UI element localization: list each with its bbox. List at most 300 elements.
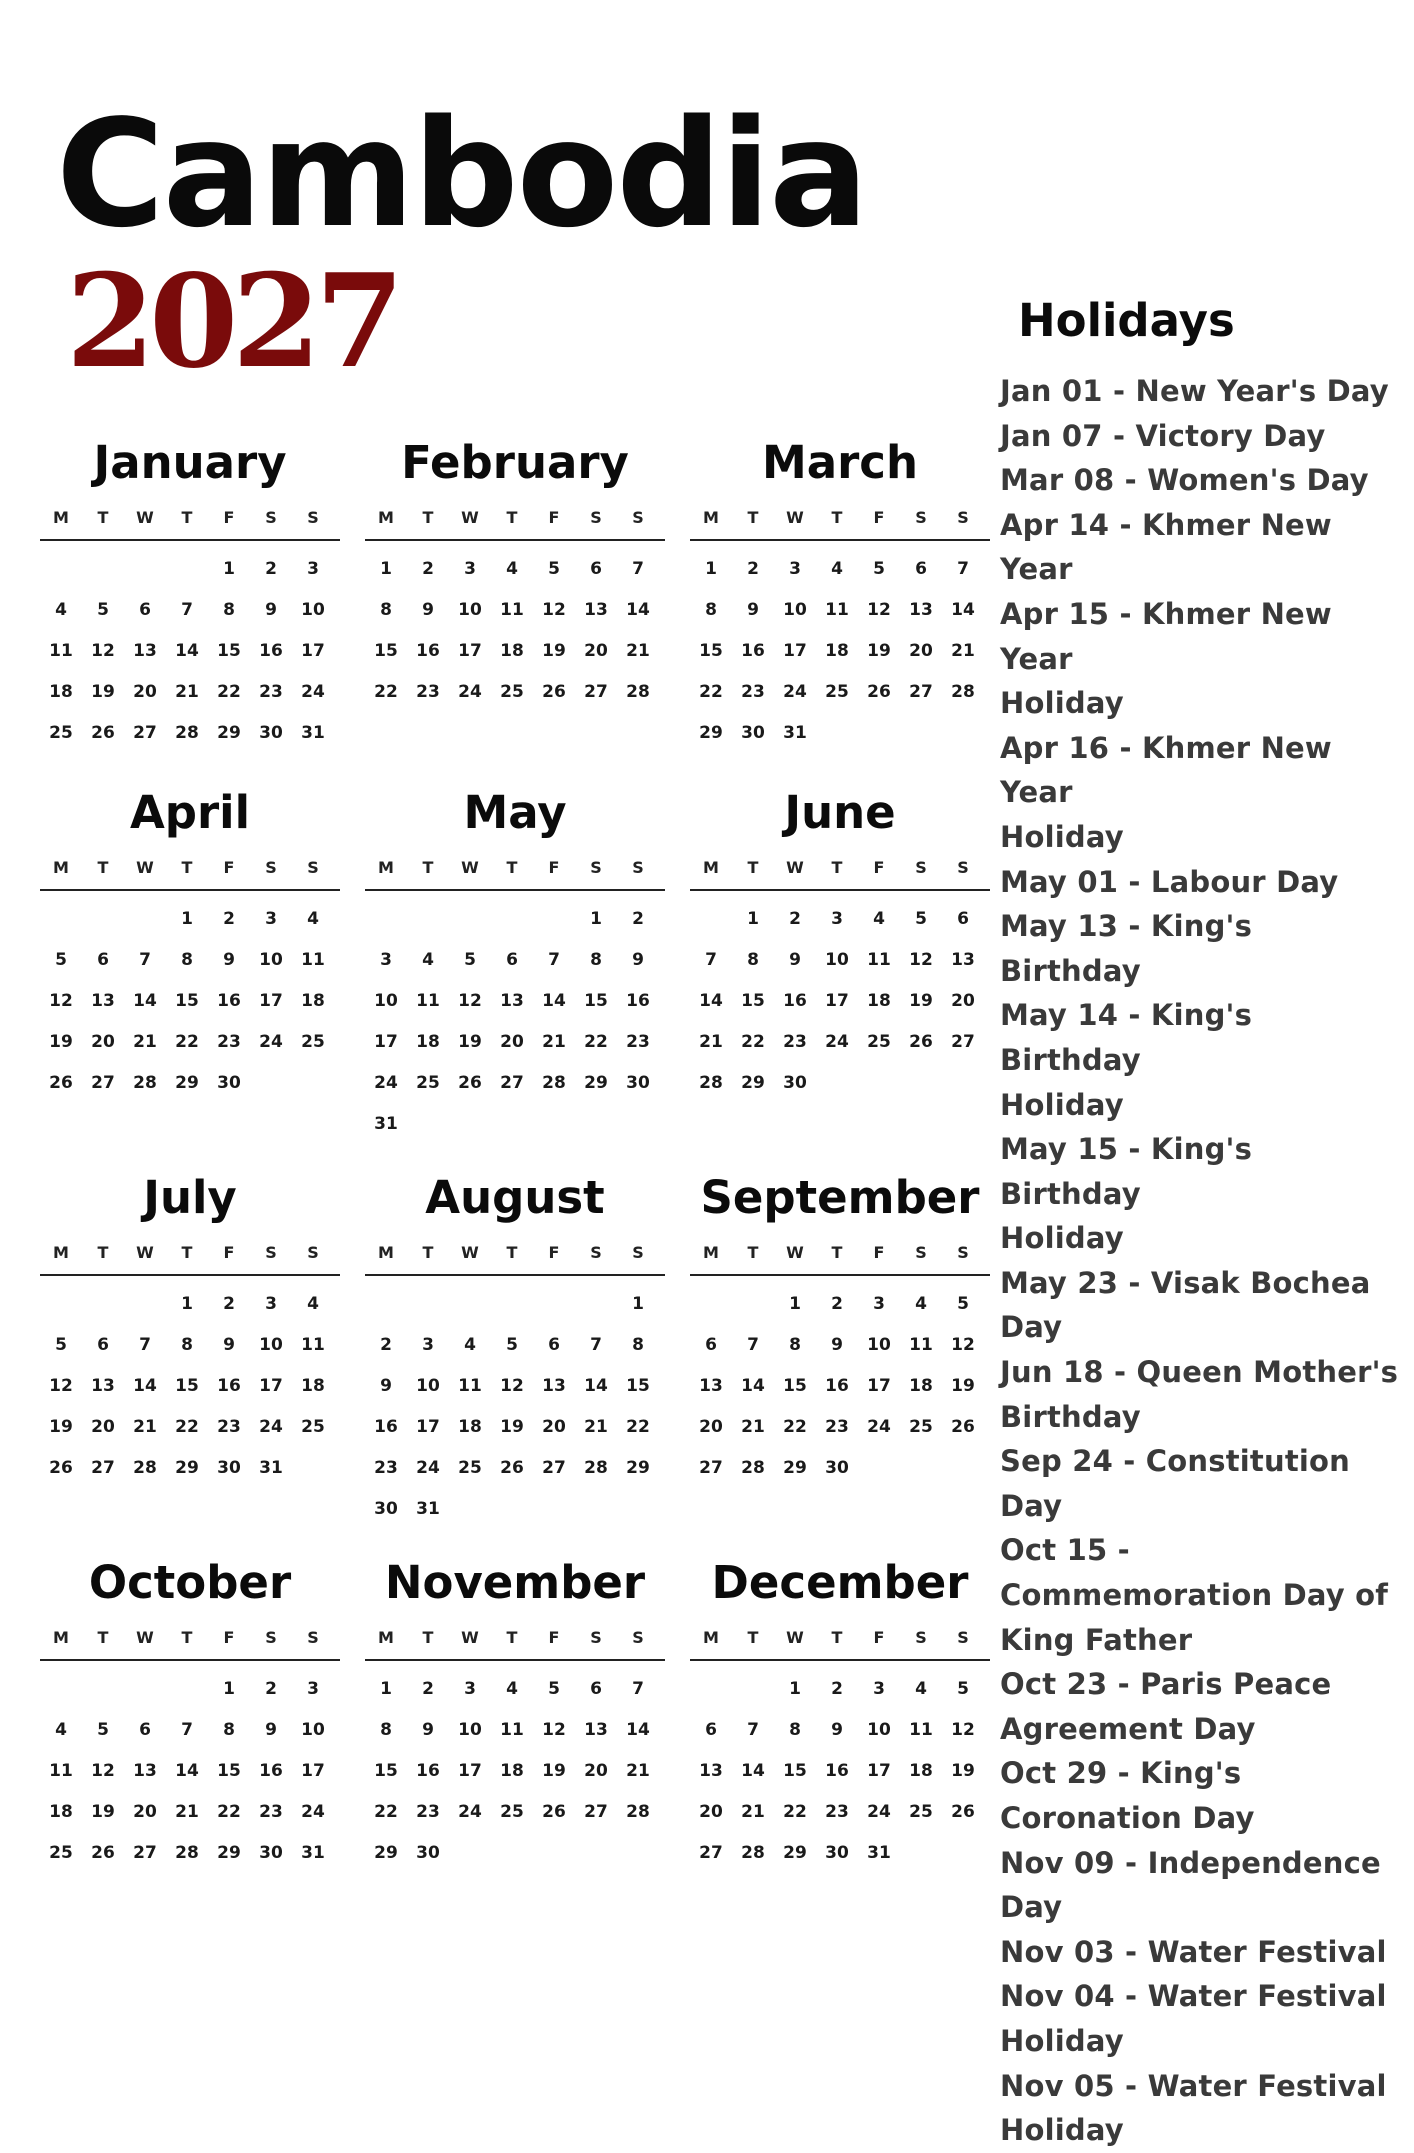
weekday-header: M — [378, 1243, 394, 1262]
day-cell: 11 — [458, 1376, 482, 1396]
day-grid — [40, 1276, 340, 1489]
weekday-header: T — [181, 1628, 193, 1647]
weekday-header: F — [223, 508, 235, 527]
weekday-header-row — [40, 858, 340, 891]
day-cell: 1 — [223, 559, 235, 579]
day-grid — [690, 1661, 990, 1874]
day-cell: 5 — [873, 559, 885, 579]
day-cell: 1 — [590, 909, 602, 929]
day-cell: 9 — [265, 600, 277, 620]
day-cell: 11 — [49, 1761, 73, 1781]
weekday-header: T — [831, 508, 843, 527]
weekday-header: S — [590, 1628, 602, 1647]
day-blank — [40, 549, 82, 590]
weekday-header: S — [915, 1628, 927, 1647]
holidays-list — [1000, 369, 1400, 2153]
day-cell: 14 — [626, 1720, 650, 1740]
weekday-header: T — [506, 1243, 518, 1262]
day-cell: 20 — [699, 1802, 723, 1822]
day-cell: 5 — [915, 909, 927, 929]
day-cell: 12 — [49, 991, 73, 1011]
month-april — [40, 786, 340, 1104]
day-cell: 15 — [217, 1761, 241, 1781]
day-blank — [690, 899, 732, 940]
day-cell: 31 — [783, 723, 807, 743]
day-cell: 12 — [91, 1761, 115, 1781]
day-cell: 25 — [500, 682, 524, 702]
day-cell: 3 — [873, 1679, 885, 1699]
month-name: August — [425, 1171, 605, 1224]
day-cell: 15 — [741, 991, 765, 1011]
day-cell: 8 — [380, 600, 392, 620]
day-cell: 2 — [831, 1294, 843, 1314]
day-cell: 4 — [915, 1294, 927, 1314]
day-cell: 3 — [789, 559, 801, 579]
day-cell: 6 — [548, 1335, 560, 1355]
day-cell: 28 — [741, 1458, 765, 1478]
day-blank — [166, 1669, 208, 1710]
day-cell: 22 — [783, 1417, 807, 1437]
day-cell: 15 — [175, 991, 199, 1011]
day-cell: 10 — [374, 991, 398, 1011]
day-cell: 22 — [783, 1802, 807, 1822]
day-cell: 14 — [542, 991, 566, 1011]
weekday-header: S — [265, 508, 277, 527]
day-grid — [40, 1661, 340, 1874]
day-cell: 4 — [464, 1335, 476, 1355]
weekday-header: S — [915, 1243, 927, 1262]
day-cell: 13 — [91, 991, 115, 1011]
day-cell: 30 — [259, 723, 283, 743]
day-cell: 27 — [699, 1458, 723, 1478]
day-cell: 26 — [542, 682, 566, 702]
day-cell: 24 — [416, 1458, 440, 1478]
weekday-header-row — [690, 858, 990, 891]
day-cell: 23 — [825, 1417, 849, 1437]
month-march — [690, 436, 990, 754]
day-cell: 12 — [909, 950, 933, 970]
day-cell: 7 — [957, 559, 969, 579]
day-cell: 22 — [584, 1032, 608, 1052]
day-cell: 23 — [259, 1802, 283, 1822]
weekday-header: F — [873, 508, 885, 527]
day-blank — [407, 899, 449, 940]
weekday-header: M — [378, 858, 394, 877]
day-cell: 21 — [699, 1032, 723, 1052]
day-cell: 25 — [49, 723, 73, 743]
day-cell: 25 — [458, 1458, 482, 1478]
weekday-header: T — [422, 1243, 434, 1262]
holiday-line: May 14 - King's Birthday — [1000, 998, 1253, 1077]
day-blank — [40, 1284, 82, 1325]
day-cell: 2 — [831, 1679, 843, 1699]
day-cell: 1 — [181, 909, 193, 929]
day-cell: 18 — [867, 991, 891, 1011]
weekday-header: S — [632, 1243, 644, 1262]
weekday-header-row — [690, 1243, 990, 1276]
day-cell: 5 — [957, 1294, 969, 1314]
day-cell: 24 — [259, 1417, 283, 1437]
day-cell: 6 — [590, 559, 602, 579]
day-cell: 26 — [91, 723, 115, 743]
day-cell: 18 — [500, 1761, 524, 1781]
day-cell: 10 — [301, 600, 325, 620]
day-cell: 2 — [265, 1679, 277, 1699]
day-cell: 30 — [825, 1458, 849, 1478]
day-cell: 30 — [217, 1458, 241, 1478]
day-cell: 28 — [175, 723, 199, 743]
day-blank — [449, 1284, 491, 1325]
month-name: February — [401, 436, 629, 489]
day-cell: 8 — [705, 600, 717, 620]
holidays-title: Holidays — [1018, 294, 1235, 347]
day-cell: 7 — [548, 950, 560, 970]
weekday-header: T — [181, 508, 193, 527]
day-cell: 11 — [867, 950, 891, 970]
day-cell: 1 — [789, 1679, 801, 1699]
day-cell: 30 — [259, 1843, 283, 1863]
day-cell: 17 — [458, 1761, 482, 1781]
day-grid — [365, 541, 665, 713]
day-cell: 7 — [139, 1335, 151, 1355]
weekday-header: W — [461, 858, 479, 877]
day-cell: 11 — [909, 1720, 933, 1740]
day-grid — [40, 891, 340, 1104]
day-cell: 10 — [259, 1335, 283, 1355]
day-cell: 26 — [867, 682, 891, 702]
day-cell: 20 — [909, 641, 933, 661]
day-cell: 7 — [139, 950, 151, 970]
day-cell: 1 — [632, 1294, 644, 1314]
day-cell: 20 — [91, 1032, 115, 1052]
day-cell: 11 — [825, 600, 849, 620]
day-cell: 13 — [91, 1376, 115, 1396]
day-blank — [166, 549, 208, 590]
day-cell: 4 — [55, 600, 67, 620]
month-february — [365, 436, 665, 713]
day-cell: 15 — [374, 1761, 398, 1781]
day-cell: 29 — [217, 723, 241, 743]
day-cell: 16 — [217, 1376, 241, 1396]
holiday-line: Apr 16 - Khmer New Year — [1000, 730, 1332, 810]
day-cell: 15 — [584, 991, 608, 1011]
day-cell: 23 — [825, 1802, 849, 1822]
day-cell: 27 — [542, 1458, 566, 1478]
holiday-line: Oct 29 - King's — [1000, 1756, 1242, 1791]
day-cell: 13 — [133, 1761, 157, 1781]
day-cell: 26 — [49, 1073, 73, 1093]
weekday-header: T — [422, 1628, 434, 1647]
weekday-header: S — [915, 508, 927, 527]
month-name: October — [88, 1556, 292, 1609]
day-cell: 16 — [741, 641, 765, 661]
day-cell: 7 — [632, 1679, 644, 1699]
weekday-header: S — [307, 1628, 319, 1647]
day-cell: 24 — [458, 682, 482, 702]
weekday-header: M — [53, 508, 69, 527]
day-cell: 17 — [301, 641, 325, 661]
day-cell: 5 — [97, 1720, 109, 1740]
day-cell: 29 — [783, 1458, 807, 1478]
day-cell: 28 — [133, 1073, 157, 1093]
day-cell: 18 — [825, 641, 849, 661]
month-august — [365, 1171, 665, 1530]
weekday-header-row — [365, 1628, 665, 1661]
day-cell: 22 — [217, 1802, 241, 1822]
day-cell: 16 — [374, 1417, 398, 1437]
holiday-line: Commemoration Day of — [1000, 1578, 1389, 1613]
day-cell: 23 — [416, 682, 440, 702]
day-cell: 8 — [223, 1720, 235, 1740]
day-cell: 18 — [49, 682, 73, 702]
weekday-header: T — [506, 1628, 518, 1647]
holiday-line: Apr 15 - Khmer New Year — [1000, 596, 1332, 676]
holiday-line: Jan 01 - New Year's Day — [1000, 374, 1389, 408]
day-cell: 21 — [626, 1761, 650, 1781]
day-cell: 9 — [223, 950, 235, 970]
day-cell: 25 — [301, 1032, 325, 1052]
day-cell: 16 — [416, 641, 440, 661]
day-cell: 10 — [259, 950, 283, 970]
day-cell: 4 — [422, 950, 434, 970]
weekday-header: M — [53, 1243, 69, 1262]
month-name: November — [384, 1556, 646, 1609]
day-blank — [365, 1284, 407, 1325]
weekday-header-row — [365, 1243, 665, 1276]
day-cell: 25 — [867, 1032, 891, 1052]
day-cell: 17 — [458, 641, 482, 661]
day-cell: 22 — [741, 1032, 765, 1052]
day-cell: 19 — [91, 1802, 115, 1822]
weekday-header: W — [786, 1628, 804, 1647]
day-cell: 24 — [825, 1032, 849, 1052]
day-cell: 13 — [542, 1376, 566, 1396]
day-cell: 19 — [91, 682, 115, 702]
day-cell: 9 — [422, 1720, 434, 1740]
holiday-line: Oct 23 - Paris Peace — [1000, 1667, 1332, 1702]
day-cell: 21 — [626, 641, 650, 661]
day-cell: 21 — [175, 682, 199, 702]
day-cell: 9 — [380, 1376, 392, 1396]
weekday-header: T — [97, 1628, 109, 1647]
day-cell: 13 — [699, 1761, 723, 1781]
day-cell: 5 — [548, 559, 560, 579]
day-cell: 18 — [909, 1376, 933, 1396]
day-blank — [124, 1284, 166, 1325]
weekday-header: W — [136, 1628, 154, 1647]
day-cell: 20 — [542, 1417, 566, 1437]
day-blank — [124, 549, 166, 590]
day-cell: 29 — [374, 1843, 398, 1863]
day-cell: 14 — [626, 600, 650, 620]
day-cell: 11 — [301, 1335, 325, 1355]
day-blank — [82, 1284, 124, 1325]
month-name: May — [463, 786, 567, 839]
holiday-line: May 01 - Labour Day — [1000, 864, 1339, 899]
holiday-line: Nov 05 - Water Festival — [1000, 2068, 1387, 2103]
day-cell: 7 — [632, 559, 644, 579]
weekday-header: W — [786, 1243, 804, 1262]
day-cell: 19 — [542, 641, 566, 661]
weekday-header: T — [747, 1243, 759, 1262]
day-cell: 28 — [699, 1073, 723, 1093]
weekday-header: T — [747, 858, 759, 877]
day-cell: 1 — [181, 1294, 193, 1314]
day-cell: 13 — [951, 950, 975, 970]
weekday-header: T — [97, 858, 109, 877]
day-cell: 25 — [416, 1073, 440, 1093]
day-cell: 18 — [500, 641, 524, 661]
day-cell: 12 — [49, 1376, 73, 1396]
day-cell: 22 — [374, 682, 398, 702]
day-cell: 16 — [259, 641, 283, 661]
weekday-header: S — [957, 1243, 969, 1262]
weekday-header: F — [873, 858, 885, 877]
day-cell: 31 — [416, 1499, 440, 1519]
holiday-line: Oct 15 - — [1000, 1533, 1130, 1568]
day-cell: 19 — [909, 991, 933, 1011]
day-cell: 3 — [307, 559, 319, 579]
holiday-line: Nov 09 - Independence — [1000, 1845, 1381, 1880]
weekday-header: F — [548, 1243, 560, 1262]
day-blank — [365, 899, 407, 940]
day-cell: 5 — [55, 1335, 67, 1355]
month-name: December — [711, 1556, 969, 1609]
day-cell: 14 — [584, 1376, 608, 1396]
weekday-header: S — [957, 858, 969, 877]
day-cell: 24 — [301, 682, 325, 702]
day-cell: 15 — [175, 1376, 199, 1396]
weekday-header: T — [747, 1628, 759, 1647]
day-cell: 12 — [951, 1720, 975, 1740]
day-cell: 18 — [416, 1032, 440, 1052]
weekday-header: S — [590, 1243, 602, 1262]
day-cell: 10 — [867, 1335, 891, 1355]
day-cell: 3 — [464, 559, 476, 579]
day-cell: 20 — [584, 641, 608, 661]
weekday-header-row — [40, 1243, 340, 1276]
day-cell: 31 — [301, 1843, 325, 1863]
holiday-line: Agreement Day — [1000, 1711, 1256, 1746]
day-cell: 5 — [548, 1679, 560, 1699]
day-cell: 26 — [458, 1073, 482, 1093]
day-cell: 27 — [133, 1843, 157, 1863]
weekday-header: F — [223, 1628, 235, 1647]
day-cell: 15 — [783, 1761, 807, 1781]
day-cell: 23 — [783, 1032, 807, 1052]
year-heading: 2027 — [66, 247, 399, 397]
day-cell: 7 — [590, 1335, 602, 1355]
day-cell: 13 — [500, 991, 524, 1011]
weekday-header: F — [548, 508, 560, 527]
day-cell: 1 — [747, 909, 759, 929]
day-cell: 11 — [301, 950, 325, 970]
weekday-header: F — [223, 858, 235, 877]
holiday-line: Sep 24 - Constitution — [1000, 1444, 1350, 1479]
day-grid — [690, 891, 990, 1104]
weekday-header: T — [831, 1243, 843, 1262]
holiday-line: Jan 07 - Victory Day — [1000, 418, 1326, 453]
day-cell: 13 — [699, 1376, 723, 1396]
day-cell: 17 — [301, 1761, 325, 1781]
day-blank — [82, 549, 124, 590]
weekday-header: T — [422, 508, 434, 527]
month-name: January — [93, 436, 287, 489]
weekday-header: S — [590, 508, 602, 527]
day-cell: 27 — [91, 1458, 115, 1478]
day-cell: 25 — [49, 1843, 73, 1863]
holiday-line: Holiday — [1000, 2023, 1124, 2058]
day-cell: 21 — [542, 1032, 566, 1052]
weekday-header: M — [703, 858, 719, 877]
day-cell: 29 — [175, 1073, 199, 1093]
holidays-panel — [1000, 294, 1400, 2153]
day-cell: 31 — [374, 1114, 398, 1134]
day-cell: 15 — [783, 1376, 807, 1396]
day-cell: 8 — [223, 600, 235, 620]
day-cell: 28 — [133, 1458, 157, 1478]
day-cell: 20 — [133, 1802, 157, 1822]
day-cell: 4 — [831, 559, 843, 579]
day-cell: 7 — [181, 1720, 193, 1740]
day-cell: 4 — [915, 1679, 927, 1699]
day-blank — [491, 1284, 533, 1325]
day-cell: 10 — [825, 950, 849, 970]
day-cell: 31 — [259, 1458, 283, 1478]
day-cell: 11 — [49, 641, 73, 661]
day-cell: 14 — [175, 641, 199, 661]
day-cell: 3 — [380, 950, 392, 970]
day-cell: 19 — [542, 1761, 566, 1781]
day-cell: 5 — [97, 600, 109, 620]
weekday-header: M — [703, 508, 719, 527]
weekday-header: W — [136, 858, 154, 877]
day-cell: 28 — [626, 682, 650, 702]
holiday-line: May 15 - King's Birthday — [1000, 1132, 1253, 1211]
weekday-header: T — [97, 508, 109, 527]
day-cell: 6 — [139, 600, 151, 620]
weekday-header: S — [265, 1243, 277, 1262]
day-cell: 29 — [217, 1843, 241, 1863]
day-cell: 23 — [217, 1032, 241, 1052]
day-cell: 23 — [374, 1458, 398, 1478]
day-cell: 11 — [500, 1720, 524, 1740]
day-cell: 18 — [301, 1376, 325, 1396]
day-cell: 28 — [951, 682, 975, 702]
day-cell: 24 — [259, 1032, 283, 1052]
day-cell: 15 — [374, 641, 398, 661]
holiday-line: Holiday — [1000, 1221, 1124, 1256]
day-cell: 9 — [831, 1720, 843, 1740]
day-cell: 2 — [422, 559, 434, 579]
day-cell: 29 — [783, 1843, 807, 1863]
day-cell: 26 — [951, 1802, 975, 1822]
day-cell: 19 — [49, 1417, 73, 1437]
day-cell: 8 — [181, 1335, 193, 1355]
holiday-line: Holiday — [1000, 2113, 1124, 2148]
day-cell: 18 — [909, 1761, 933, 1781]
day-cell: 7 — [181, 600, 193, 620]
day-cell: 3 — [307, 1679, 319, 1699]
day-cell: 6 — [915, 559, 927, 579]
day-cell: 16 — [217, 991, 241, 1011]
day-cell: 9 — [223, 1335, 235, 1355]
day-grid — [690, 541, 990, 754]
day-cell: 10 — [458, 600, 482, 620]
month-january — [40, 436, 340, 754]
day-cell: 19 — [867, 641, 891, 661]
day-cell: 8 — [747, 950, 759, 970]
